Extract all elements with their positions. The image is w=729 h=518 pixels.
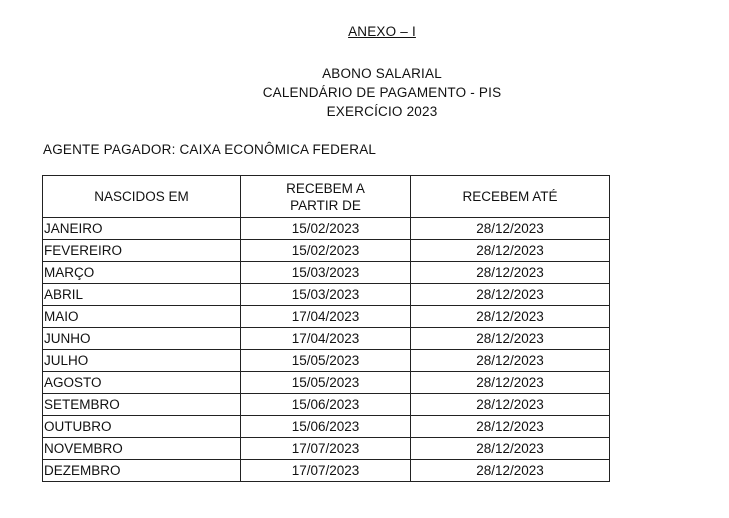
- row-start-date: 17/07/2023: [241, 438, 411, 460]
- heading-subtitle: CALENDÁRIO DE PAGAMENTO - PIS: [262, 85, 502, 100]
- table-row: [43, 284, 610, 306]
- row-month: JUNHO: [43, 328, 241, 350]
- row-month: MAIO: [43, 306, 241, 328]
- header-receive-from-line2: PARTIR DE: [290, 197, 361, 213]
- row-start-date: 15/06/2023: [241, 394, 411, 416]
- row-end-date: 28/12/2023: [411, 460, 610, 482]
- row-end-date: 28/12/2023: [411, 394, 610, 416]
- row-month: MARÇO: [43, 262, 241, 284]
- row-start-date: 15/02/2023: [241, 240, 411, 262]
- row-start-date: 15/02/2023: [241, 218, 411, 240]
- row-end-date: 28/12/2023: [411, 416, 610, 438]
- table-row: [43, 328, 610, 350]
- row-month: JULHO: [43, 350, 241, 372]
- row-month: DEZEMBRO: [43, 460, 241, 482]
- heading-title: ABONO SALARIAL: [322, 66, 442, 81]
- row-month: SETEMBRO: [43, 394, 241, 416]
- header-born-in: NASCIDOS EM: [43, 176, 241, 218]
- header-receive-from-line1: RECEBEM A: [286, 180, 365, 196]
- annex-title: ANEXO – I: [348, 24, 416, 39]
- table-row: [43, 394, 610, 416]
- table-row: [43, 416, 610, 438]
- row-end-date: 28/12/2023: [411, 262, 610, 284]
- table-row: [43, 240, 610, 262]
- table-row: [43, 350, 610, 372]
- table-row: [43, 372, 610, 394]
- row-month: ABRIL: [43, 284, 241, 306]
- table-row: [43, 262, 610, 284]
- heading-year: EXERCÍCIO 2023: [326, 104, 438, 119]
- row-start-date: 15/03/2023: [241, 262, 411, 284]
- row-end-date: 28/12/2023: [411, 240, 610, 262]
- row-start-date: 15/05/2023: [241, 350, 411, 372]
- document-heading: [0, 64, 729, 121]
- table-row: [43, 460, 610, 482]
- table-row: [43, 438, 610, 460]
- row-start-date: 17/04/2023: [241, 328, 411, 350]
- header-receive-until: RECEBEM ATÉ: [411, 176, 610, 218]
- row-end-date: 28/12/2023: [411, 438, 610, 460]
- row-month: AGOSTO: [43, 372, 241, 394]
- row-end-date: 28/12/2023: [411, 218, 610, 240]
- row-start-date: 15/03/2023: [241, 284, 411, 306]
- table-row: [43, 306, 610, 328]
- row-month: JANEIRO: [43, 218, 241, 240]
- row-start-date: 15/05/2023: [241, 372, 411, 394]
- row-start-date: 17/04/2023: [241, 306, 411, 328]
- row-month: OUTUBRO: [43, 416, 241, 438]
- row-end-date: 28/12/2023: [411, 328, 610, 350]
- row-end-date: 28/12/2023: [411, 306, 610, 328]
- row-end-date: 28/12/2023: [411, 350, 610, 372]
- row-end-date: 28/12/2023: [411, 284, 610, 306]
- payment-calendar-table: [42, 175, 610, 482]
- paying-agent: AGENTE PAGADOR: CAIXA ECONÔMICA FEDERAL: [43, 142, 377, 157]
- row-end-date: 28/12/2023: [411, 372, 610, 394]
- row-start-date: 17/07/2023: [241, 460, 411, 482]
- header-receive-from: [241, 176, 411, 218]
- row-month: FEVEREIRO: [43, 240, 241, 262]
- row-start-date: 15/06/2023: [241, 416, 411, 438]
- table-row: [43, 218, 610, 240]
- row-month: NOVEMBRO: [43, 438, 241, 460]
- table-header-row: [43, 176, 610, 218]
